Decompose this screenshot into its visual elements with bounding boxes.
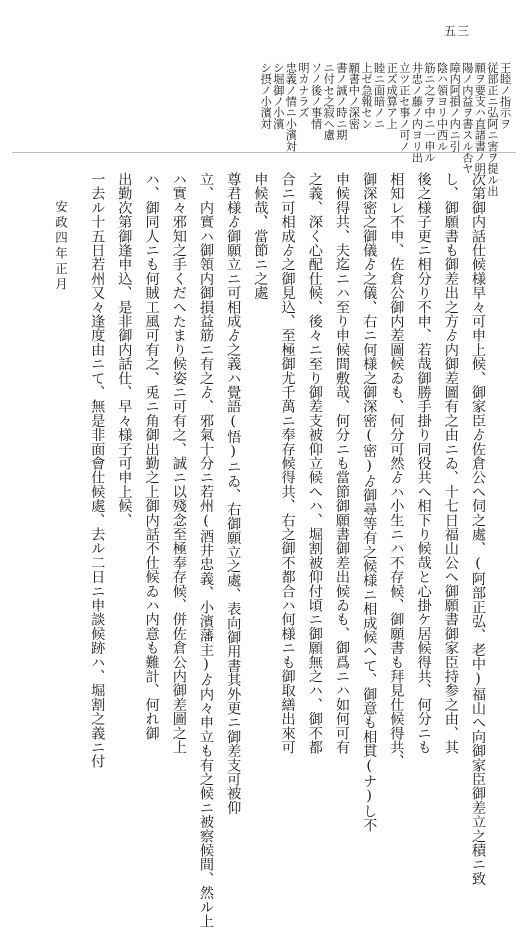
header-note: 陽ノ内益ヲ書スル否ヤ [460, 62, 474, 174]
header-note: 願書中ノ深密 [347, 62, 361, 130]
header-note: 明カナラズ [297, 62, 310, 118]
text-column: 合ニ可相成ゟ之御見込、至極御尤千萬ニ奉存候得共、右之御不都合ハ何様ニも御取繕出來可 [279, 172, 296, 755]
text-column: し、御願書も御差出之方ゟ内御差圖有之由ニゐ、十七日福山公へ御願書御家臣持参之由、其 [442, 172, 459, 755]
date-line: 安政四年正月 [53, 200, 69, 293]
header-rule [12, 152, 516, 153]
header-note: 願ヲ要支ハ直諸書ノ明 [473, 62, 487, 174]
text-column: 一去ル十五日若州又々逢度由ニて、無是非面會仕候處、去ル二日ニ申談候跡ハ、堀割之義ニ付 [89, 172, 106, 769]
text-column: 出勤次第御逢申込、是非御内話仕、早々様子可申上候、 [116, 172, 133, 527]
header-note: ニ付セ之寂ヘ慮 [322, 62, 336, 141]
header-note: 従部正ニ弘阿ニ害ヲ提ル出 [486, 62, 499, 197]
header-note: シ堀御ノ小濱 [271, 62, 285, 130]
header-note: 睦ニ面暗ノニ [372, 62, 386, 130]
text-column: 立、内實ハ御領内御損益筋ニ有之ゟ、邪氣十分ニ若州(酒井忠義、小濱藩主)ゟ内々申立も有之候ニ被察候間、然ル上 [198, 172, 214, 928]
text-column: 申候得共、夫迄ニハ至り申候間敷哉、何分ニも當節御願書御差出候ゐも、御爲ニハ如何可有 [334, 172, 350, 755]
page-number: 五三 [443, 24, 470, 38]
header-note: 書ノ誠ノ時ニ期 [334, 62, 348, 141]
header-note: ソノ後ノ事情 [309, 62, 323, 130]
header-note: 立ツ正セ事ノ可ノ [397, 62, 411, 152]
header-note: 筋ニ之ヲ中ニ一申ル [423, 62, 436, 163]
text-column: ハ、御同人ニも何賊工風可有之、兎ニ角御出勤之上御内話不仕候ゐハ内意も難計、何れ御 [143, 172, 160, 740]
header-note: 王睦ノ指示ヲ [498, 62, 512, 130]
header-note: 上ゼ急報セン [360, 62, 373, 130]
header-note: シ摂ノ小濱対 [259, 62, 273, 130]
text-column: ハ實々邪知之手くだへたまり候姿ニ可有之、誠ニ以殘念至極奉存候、併佐倉公内御差圖之上 [170, 172, 187, 755]
header-note: 障内阿損ノ内ニ引 [448, 62, 462, 152]
text-column: 尊君様ゟ御願立ニ可相成ゟ之義ハ覺語(悟)ニゐ、右御願立之處、表向御用書其外更ニ御差支可被仰 [225, 172, 242, 815]
text-column: 後之様子更ニ相分り不申、若哉御勝手掛り同役共へ相下り候哉と心掛ケ居候得共、何分ニも [415, 172, 432, 755]
text-column: 申候哉、當節ニ之處 [252, 172, 269, 300]
header-note: 井忠ノ藤ノ内ヨリ出 [410, 62, 424, 163]
text-column: 之義、深く心配仕候、後々ニ至り御差支被仰立候へハ、堀割被仰付頃ニ御願無之ハ、御不都 [306, 172, 323, 755]
header-note: 忠義ノ情ニ小濱対 [284, 62, 298, 152]
text-column: 次第御内話仕候様早々可申上候、御家臣ゟ佐倉公へ伺之處、(阿部正弘、老中)福山へ向御家臣御差立之積ニ致 [470, 172, 486, 886]
header-note: 陰ハ領ヨリ中西ル [435, 62, 449, 152]
text-column: 御深密之御儀ゟ之儀、右ニ何様之御深密(密)ゟ御尋等有之候様ニ相成候へて、御意も相貫(ナ)し不 [361, 172, 378, 833]
header-note: 正ズ成算ア上 [385, 62, 399, 130]
text-column: 相知レ不申、佐倉公御内差圖候ゐも、何分可然ゟハ小生ニハ不存候、御願書も拜見仕候得共、 [388, 172, 405, 769]
